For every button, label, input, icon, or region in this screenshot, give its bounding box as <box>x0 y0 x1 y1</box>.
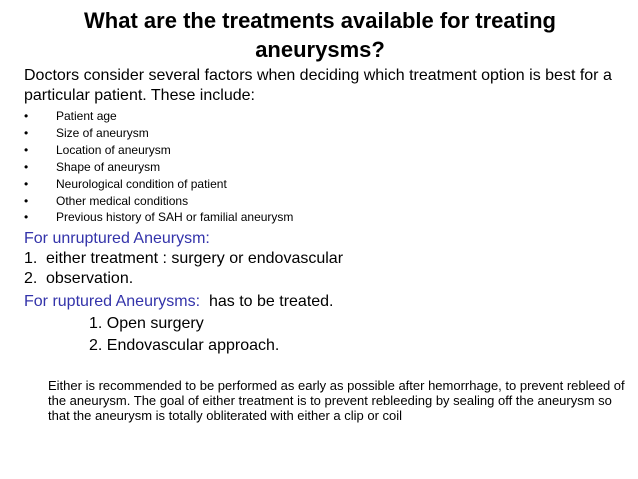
unruptured-item-2 <box>24 269 624 289</box>
treatment-note: Either is recommended to be performed as early as possible after hemorrhage, to prevent rebleed of the aneurysm. The goal of either treatment is to prevent rebleeding by sealing off the aneurysm so that the aneurysm is totally obliterated with either a clip or coil <box>48 378 625 423</box>
item-number: 1. <box>24 250 38 267</box>
factor-text: Shape of aneurysm <box>56 159 161 174</box>
factor-list <box>24 108 624 226</box>
ruptured-item-1: 1. Open surgery <box>89 315 204 332</box>
unruptured-heading: For unruptured Aneurysm: <box>24 230 210 247</box>
factor-text: Neurological condition of patient <box>56 176 227 191</box>
bullet-icon: • <box>24 193 29 208</box>
intro-text: Doctors consider several factors when deciding which treatment option is best for a particular patient. These include: <box>24 67 612 104</box>
ruptured-item-2: 2. Endovascular approach. <box>89 337 280 354</box>
list-item <box>24 142 624 159</box>
slide-title: What are the treatments available for treating aneurysms? <box>84 8 556 62</box>
factor-text: Patient age <box>56 109 117 123</box>
item-text: either treatment : surgery or endovascular <box>46 250 344 267</box>
bullet-icon: • <box>24 176 29 191</box>
factor-text: Other medical conditions <box>56 193 189 208</box>
bullet-icon: • <box>24 142 29 157</box>
list-item <box>24 125 624 142</box>
list-item <box>24 193 624 210</box>
ruptured-line <box>24 292 624 312</box>
ruptured-statement: has to be treated. <box>208 293 334 310</box>
bullet-icon: • <box>24 109 29 123</box>
bullet-icon: • <box>24 125 29 140</box>
factor-text: Previous history of SAH or familial aneurysm <box>56 210 294 225</box>
list-item <box>24 209 624 226</box>
ruptured-heading: For ruptured Aneurysms: <box>24 293 201 310</box>
list-item <box>24 176 624 193</box>
item-number: 2. <box>24 270 38 287</box>
bullet-icon: • <box>24 159 29 174</box>
factor-text: Size of aneurysm <box>56 125 149 140</box>
bullet-icon: • <box>24 210 29 225</box>
factor-text: Location of aneurysm <box>56 142 171 157</box>
unruptured-item-1 <box>24 249 624 269</box>
item-text: observation. <box>46 270 134 287</box>
list-item <box>24 159 624 176</box>
list-item <box>24 108 624 125</box>
